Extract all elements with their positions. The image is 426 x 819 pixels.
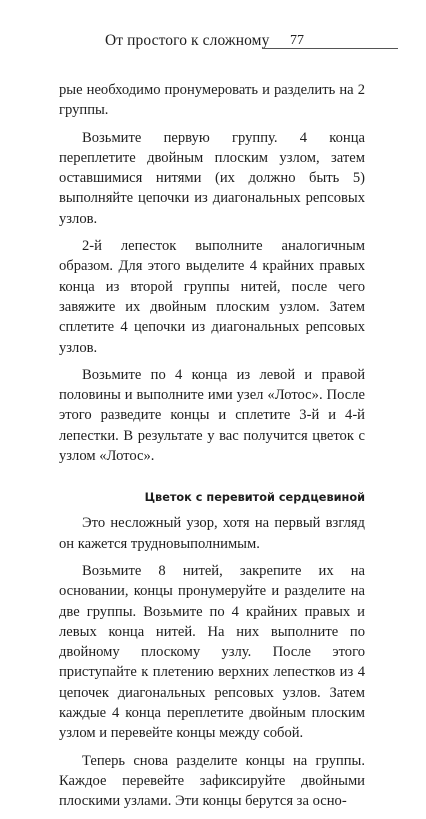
paragraph-continuation: рые необходимо пронумеровать и разделить на 2 группы.	[59, 82, 365, 119]
paragraph: Теперь снова разделите концы на группы. Каждое перевейте зафиксируйте двойными плоскими узлами. Эти концы берутся за осно-	[59, 752, 365, 810]
paragraph: Возьмите по 4 конца из левой и правой половины и выполните ими узел «Лотос». После этого разведите концы и сплетите 3-й и 4-й лепестки. В результате у вас получится цветок с узлом «Лотос».	[59, 366, 365, 465]
running-header	[0, 30, 426, 54]
running-header-title: От простого к сложному	[105, 32, 270, 49]
paragraph: 2-й лепесток выполните аналогичным образом. Для этого выделите 4 крайних правых конца из второй группы нитей, после чего завяжите их двойным плоским узлом. Затем сплетите 4 цепочки из диагональных репсовых узлов.	[59, 238, 365, 356]
header-rule	[262, 48, 398, 49]
paragraph: Возьмите 8 нитей, закрепите их на основании, концы пронумеруйте и разделите на две группы. Возьмите по 4 крайних правых и левых конца нитей. На них выполните по двойному плоскому узлу. После этого приступайте к плетению верхних лепестков из 4 цепочек диагональных репсовых узлов. Затем каждые 4 конца переплетите двойным плоским узлом и перевейте концы между собой.	[59, 562, 365, 742]
page-number: 77	[290, 33, 304, 48]
paragraph: Это несложный узор, хотя на первый взгляд он кажется трудновыполнимым.	[59, 515, 365, 552]
section-heading: Цветок с перевитой сердцевиной	[144, 491, 365, 505]
page-body	[59, 80, 365, 819]
paragraph: Возьмите первую группу. 4 конца переплетите двойным плоским узлом, затем оставшимися нитями (их должно быть 5) выполняйте цепочки из диагональных репсовых узлов.	[59, 129, 365, 227]
